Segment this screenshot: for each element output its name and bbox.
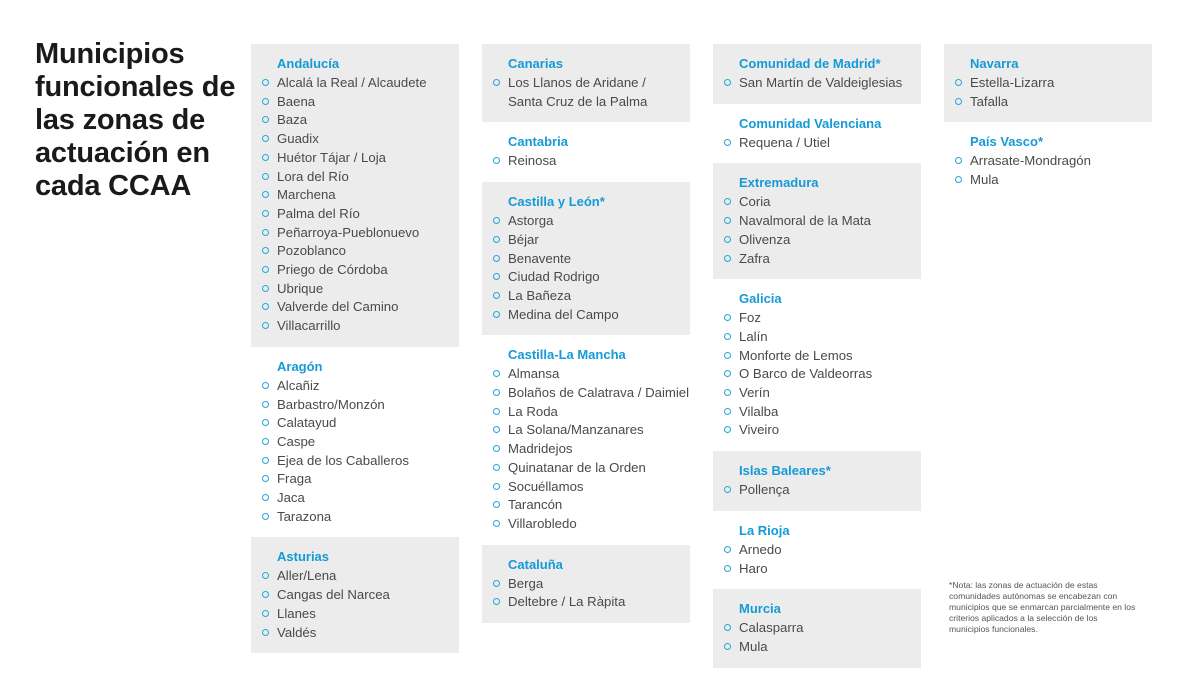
list-item (277, 377, 459, 396)
municipality-name: Alcañiz (277, 377, 320, 393)
municipality-list (970, 152, 1152, 189)
region-block (944, 44, 1152, 122)
page-title: Municipios funcionales de las zonas de actuación en cada CCAA (35, 38, 236, 202)
list-item (508, 440, 690, 459)
list-item (739, 560, 921, 579)
circle-bullet-icon (262, 591, 269, 598)
list-item (508, 287, 690, 306)
circle-bullet-icon (262, 513, 269, 520)
municipality-name: Requena / Utiel (739, 134, 830, 150)
circle-bullet-icon (262, 629, 269, 636)
municipality-name: Verín (739, 385, 770, 401)
list-item (277, 186, 459, 205)
municipality-name: Palma del Río (277, 205, 360, 221)
column-1 (251, 44, 459, 653)
circle-bullet-icon (493, 520, 500, 527)
list-item (739, 250, 921, 269)
circle-bullet-icon (724, 389, 731, 396)
list-item (970, 74, 1152, 93)
circle-bullet-icon (724, 79, 731, 86)
municipality-name: Baza (277, 112, 308, 128)
municipality-name: Deltebre / La Ràpita (508, 594, 626, 610)
list-item (739, 74, 921, 93)
list-item (277, 508, 459, 527)
municipality-name: Caspe (277, 433, 316, 449)
circle-bullet-icon (493, 580, 500, 587)
municipality-list (508, 212, 690, 324)
list-item (508, 515, 690, 534)
municipality-name: Aller/Lena (277, 568, 337, 584)
region-name: Comunidad de Madrid* (739, 56, 881, 71)
circle-bullet-icon (262, 382, 269, 389)
circle-bullet-icon (493, 445, 500, 452)
municipality-name: Los Llanos de Aridane / (508, 75, 646, 90)
circle-bullet-icon (955, 79, 962, 86)
circle-bullet-icon (262, 438, 269, 445)
municipality-list (277, 74, 459, 336)
municipality-name: Calatayud (277, 415, 337, 431)
municipality-name: Jaca (277, 490, 305, 506)
region-block (713, 163, 921, 279)
municipality-name: Haro (739, 560, 768, 576)
circle-bullet-icon (262, 457, 269, 464)
list-item (508, 459, 690, 478)
circle-bullet-icon (262, 494, 269, 501)
region-block (482, 122, 690, 182)
region-name: Aragón (277, 358, 323, 374)
municipality-name: Zafra (739, 250, 770, 266)
circle-bullet-icon (724, 255, 731, 262)
region-name: Asturias (277, 549, 330, 565)
region-name: Murcia (739, 601, 781, 617)
list-item (508, 478, 690, 497)
municipality-name: Berga (508, 575, 544, 591)
circle-bullet-icon (724, 217, 731, 224)
circle-bullet-icon (493, 236, 500, 243)
list-item (970, 93, 1152, 112)
region-name: Castilla y León* (508, 194, 605, 210)
list-item (508, 74, 690, 93)
region-block (713, 279, 921, 451)
circle-bullet-icon (262, 98, 269, 105)
list-item (739, 541, 921, 560)
list-item (739, 134, 921, 153)
municipality-name: Quinatanar de la Orden (508, 459, 646, 475)
circle-bullet-icon (724, 314, 731, 321)
list-item (739, 212, 921, 231)
municipality-name: Ejea de los Caballeros (277, 452, 409, 468)
list-item (739, 365, 921, 384)
municipality-name: Olivenza (739, 231, 791, 247)
circle-bullet-icon (262, 79, 269, 86)
circle-bullet-icon (262, 572, 269, 579)
region-block (713, 451, 921, 511)
region-name: La Rioja (739, 522, 790, 538)
municipality-name: Santa Cruz de la Palma (508, 93, 648, 109)
circle-bullet-icon (724, 546, 731, 553)
list-item (739, 403, 921, 422)
list-item (277, 586, 459, 605)
municipality-name: La Bañeza (508, 287, 572, 303)
municipality-name: Guadix (277, 131, 319, 147)
municipality-name: Priego de Córdoba (277, 262, 388, 278)
circle-bullet-icon (262, 419, 269, 426)
municipality-name: Vilalba (739, 403, 779, 419)
circle-bullet-icon (262, 191, 269, 198)
list-item (277, 605, 459, 624)
municipality-name: Huétor Tájar / Loja (277, 149, 386, 165)
region-block (944, 122, 1152, 200)
list-item (508, 250, 690, 269)
circle-bullet-icon (262, 210, 269, 217)
region-block (713, 104, 921, 164)
municipality-name: Calasparra (739, 620, 804, 636)
circle-bullet-icon (493, 255, 500, 262)
municipality-list (508, 575, 690, 612)
list-item (508, 268, 690, 287)
circle-bullet-icon (493, 501, 500, 508)
municipality-name: Estella-Lizarra (970, 75, 1055, 90)
circle-bullet-icon (493, 273, 500, 280)
municipality-name: Foz (739, 310, 761, 326)
circle-bullet-icon (493, 370, 500, 377)
municipality-name: Alcalá la Real / Alcaudete (277, 75, 427, 90)
region-block (713, 589, 921, 667)
municipality-list (277, 567, 459, 642)
list-item (277, 280, 459, 299)
list-item (277, 242, 459, 261)
municipality-name: Madridejos (508, 441, 573, 457)
list-item (508, 496, 690, 515)
circle-bullet-icon (262, 247, 269, 254)
circle-bullet-icon (493, 483, 500, 490)
list-item (739, 193, 921, 212)
circle-bullet-icon (262, 154, 269, 161)
list-item (508, 365, 690, 384)
circle-bullet-icon (724, 643, 731, 650)
list-item (739, 309, 921, 328)
municipality-list (508, 365, 690, 533)
circle-bullet-icon (724, 408, 731, 415)
municipality-name: Socuéllamos (508, 478, 584, 494)
circle-bullet-icon (493, 408, 500, 415)
municipality-name: Arnedo (739, 541, 782, 557)
region-name: Cataluña (508, 556, 563, 572)
circle-bullet-icon (724, 352, 731, 359)
region-name: Castilla-La Mancha (508, 347, 626, 363)
circle-bullet-icon (493, 464, 500, 471)
region-block (713, 511, 921, 589)
list-item (277, 224, 459, 243)
list-item (277, 74, 459, 93)
municipality-name: Tarazona (277, 508, 332, 524)
list-item (508, 421, 690, 440)
column-3 (713, 44, 921, 668)
circle-bullet-icon (262, 173, 269, 180)
list-item (277, 396, 459, 415)
region-block (713, 44, 921, 104)
list-item (277, 205, 459, 224)
circle-bullet-icon (493, 79, 500, 86)
municipality-name: Fraga (277, 471, 312, 487)
circle-bullet-icon (262, 229, 269, 236)
list-item (739, 619, 921, 638)
municipality-name: Valverde del Camino (277, 299, 399, 315)
list-item (739, 384, 921, 403)
municipality-name: Villarobledo (508, 515, 577, 531)
list-item (508, 152, 690, 171)
list-item (970, 152, 1152, 171)
list-item (739, 328, 921, 347)
list-item (739, 231, 921, 250)
list-item (277, 130, 459, 149)
region-block (251, 347, 459, 538)
region-name: País Vasco* (970, 134, 1043, 150)
region-name: Galicia (739, 291, 782, 307)
municipality-name: Pozoblanco (277, 243, 346, 259)
list-item (508, 593, 690, 612)
list-item (277, 470, 459, 489)
municipality-name: Villacarrillo (277, 318, 341, 334)
circle-bullet-icon (262, 322, 269, 329)
list-item (739, 421, 921, 440)
circle-bullet-icon (724, 139, 731, 146)
circle-bullet-icon (724, 333, 731, 340)
list-item (508, 306, 690, 325)
circle-bullet-icon (262, 135, 269, 142)
municipality-name: Lora del Río (277, 168, 349, 184)
circle-bullet-icon (493, 426, 500, 433)
municipality-name: Valdés (277, 624, 317, 640)
municipality-list (970, 74, 1152, 111)
circle-bullet-icon (724, 370, 731, 377)
municipality-list (739, 541, 921, 578)
municipality-name: La Solana/Manzanares (508, 422, 644, 438)
municipality-name: Medina del Campo (508, 306, 619, 322)
circle-bullet-icon (493, 217, 500, 224)
circle-bullet-icon (262, 285, 269, 292)
list-item (508, 403, 690, 422)
list-item (277, 317, 459, 336)
municipality-name: San Martín de Valdeiglesias (739, 75, 903, 90)
region-block (482, 335, 690, 544)
list-item (739, 638, 921, 657)
list-item (970, 171, 1152, 190)
circle-bullet-icon (955, 157, 962, 164)
circle-bullet-icon (262, 116, 269, 123)
circle-bullet-icon (724, 236, 731, 243)
circle-bullet-icon (493, 157, 500, 164)
region-name: Islas Baleares* (739, 463, 831, 479)
circle-bullet-icon (262, 266, 269, 273)
region-block (251, 44, 459, 347)
municipality-name: Baena (277, 93, 316, 109)
municipality-name: Barbastro/Monzón (277, 396, 385, 412)
municipality-name: Mula (970, 172, 999, 188)
list-item (277, 433, 459, 452)
list-item (277, 414, 459, 433)
list-item (277, 298, 459, 317)
municipality-name: Cangas del Narcea (277, 587, 390, 603)
circle-bullet-icon (493, 389, 500, 396)
region-name: Comunidad Valenciana (739, 115, 882, 131)
region-name: Andalucía (277, 56, 340, 71)
region-block (482, 182, 690, 335)
list-item (508, 384, 690, 403)
municipality-name: Reinosa (508, 153, 557, 169)
list-item (508, 212, 690, 231)
region-name: Navarra (970, 56, 1019, 71)
column-4 (944, 44, 1152, 201)
region-block (482, 545, 690, 623)
municipality-name: Viveiro (739, 422, 780, 438)
municipality-name: Almansa (508, 366, 560, 382)
municipality-list (739, 134, 921, 153)
circle-bullet-icon (493, 311, 500, 318)
circle-bullet-icon (262, 401, 269, 408)
list-item (739, 347, 921, 366)
list-item (277, 489, 459, 508)
municipality-list (508, 152, 690, 171)
region-block (251, 537, 459, 653)
circle-bullet-icon (493, 598, 500, 605)
circle-bullet-icon (262, 610, 269, 617)
circle-bullet-icon (955, 176, 962, 183)
municipality-name: Bolaños de Calatrava / Daimiel (508, 385, 690, 401)
municipality-list (739, 74, 921, 93)
circle-bullet-icon (955, 98, 962, 105)
municipality-name: Peñarroya-Pueblonuevo (277, 224, 420, 240)
municipality-name: Pollença (739, 482, 790, 498)
region-name: Cantabria (508, 134, 568, 150)
municipality-list (739, 193, 921, 268)
municipality-list (508, 74, 690, 111)
list-item (508, 93, 690, 112)
region-block (482, 44, 690, 122)
municipality-name: Coria (739, 194, 771, 210)
municipality-list (739, 481, 921, 500)
list-item (277, 452, 459, 471)
footnote: *Nota: las zonas de actuación de estas comunidades autónomas se encabezan con municipios que se enmarcan parcialmente en los criterios aplicados a la selección de los municipios funcionales. (949, 580, 1136, 634)
municipality-name: Tafalla (970, 93, 1009, 109)
municipality-name: Llanes (277, 605, 316, 621)
circle-bullet-icon (724, 426, 731, 433)
list-item (277, 567, 459, 586)
list-item (277, 624, 459, 643)
municipality-list (739, 619, 921, 656)
municipality-name: Benavente (508, 250, 572, 266)
list-item (277, 149, 459, 168)
municipality-name: Astorga (508, 213, 554, 229)
region-name: Extremadura (739, 175, 819, 191)
circle-bullet-icon (724, 565, 731, 572)
circle-bullet-icon (262, 303, 269, 310)
circle-bullet-icon (262, 475, 269, 482)
circle-bullet-icon (724, 198, 731, 205)
municipality-name: Mula (739, 638, 768, 654)
municipality-name: Monforte de Lemos (739, 347, 853, 363)
circle-bullet-icon (724, 624, 731, 631)
municipality-name: Ubrique (277, 280, 324, 296)
municipality-name: O Barco de Valdeorras (739, 366, 873, 382)
municipality-list (277, 377, 459, 527)
circle-bullet-icon (724, 486, 731, 493)
municipality-name: Ciudad Rodrigo (508, 269, 600, 285)
municipality-name: La Roda (508, 403, 558, 419)
municipality-name: Navalmoral de la Mata (739, 213, 871, 229)
list-item (277, 168, 459, 187)
municipality-name: Lalín (739, 328, 768, 344)
list-item (277, 93, 459, 112)
list-item (277, 111, 459, 130)
list-item (508, 575, 690, 594)
list-item (739, 481, 921, 500)
municipality-name: Béjar (508, 231, 539, 247)
list-item (508, 231, 690, 250)
column-2 (482, 44, 690, 623)
list-item (277, 261, 459, 280)
circle-bullet-icon (493, 292, 500, 299)
region-name: Canarias (508, 56, 563, 71)
municipality-name: Arrasate-Mondragón (970, 153, 1091, 169)
municipality-name: Marchena (277, 187, 336, 203)
municipality-name: Tarancón (508, 497, 563, 513)
municipality-list (739, 309, 921, 440)
